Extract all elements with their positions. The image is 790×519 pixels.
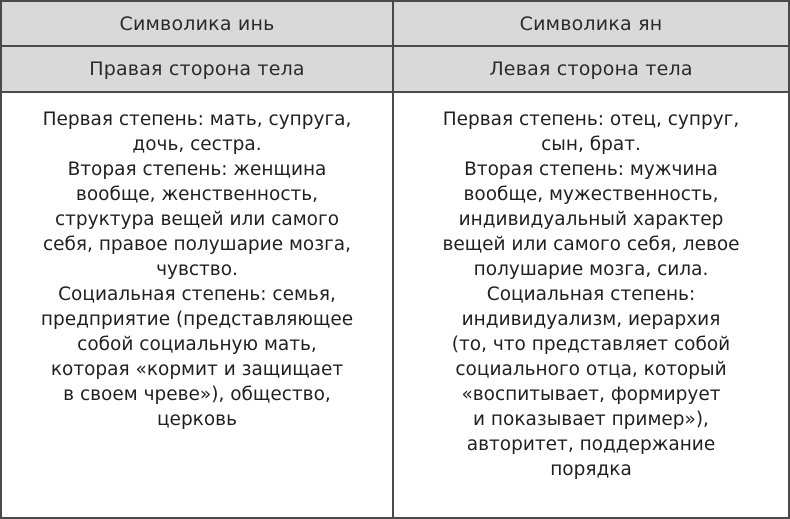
header-yin-label: Символика инь	[119, 12, 275, 35]
body-cell-yin	[2, 93, 394, 517]
text-line: порядка	[550, 459, 632, 480]
text-line: предприятие (представляющее	[40, 309, 354, 330]
text-line: сын, брат.	[541, 134, 641, 155]
yin-description	[41, 107, 353, 432]
text-line: Социальная степень:	[486, 284, 696, 305]
subheader-right-side-label: Правая сторона тела	[89, 58, 305, 80]
text-line: авторитет, поддержание	[466, 434, 716, 455]
text-line: вообще, мужественность,	[463, 184, 719, 205]
text-line: индивидуализм, иерархия	[461, 309, 721, 330]
text-line: чувство.	[156, 259, 238, 280]
yang-description	[442, 107, 739, 482]
header-cell-yang	[394, 2, 788, 47]
text-line: Первая степень: отец, супруг,	[442, 109, 740, 130]
text-line: вещей или самого себя, левое	[442, 234, 740, 255]
text-line: индивидуальный характер	[458, 209, 724, 230]
text-line: себя, правое полушарие мозга,	[42, 234, 352, 255]
text-line: социального отца, который	[455, 359, 727, 380]
text-line: Социальная степень: семья,	[58, 284, 336, 305]
text-line: полушарие мозга, сила.	[473, 259, 709, 280]
text-line: (то, что представляет собой	[451, 334, 731, 355]
text-line: и показывает пример»),	[473, 409, 709, 430]
text-line: структура вещей или самого	[54, 209, 340, 230]
text-line: дочь, сестра.	[132, 134, 262, 155]
text-line: церковь	[156, 409, 237, 430]
subheader-cell-left-side	[394, 47, 788, 93]
body-cell-yang	[394, 93, 788, 517]
text-line: Вторая степень: женщина	[67, 159, 327, 180]
text-line: которая «кормит и защищает	[50, 359, 344, 380]
header-yang-label: Символика ян	[519, 12, 663, 35]
header-cell-yin	[2, 2, 394, 47]
text-line: собой социальную мать,	[77, 334, 317, 355]
text-line: Вторая степень: мужчина	[464, 159, 718, 180]
subheader-cell-right-side	[2, 47, 394, 93]
text-line: в своем чреве»), общество,	[63, 384, 331, 405]
text-line: вообще, женственность,	[75, 184, 319, 205]
text-line: Первая степень: мать, супруга,	[42, 109, 352, 130]
subheader-left-side-label: Левая сторона тела	[489, 58, 693, 80]
text-line: «воспитывает, формирует	[461, 384, 721, 405]
